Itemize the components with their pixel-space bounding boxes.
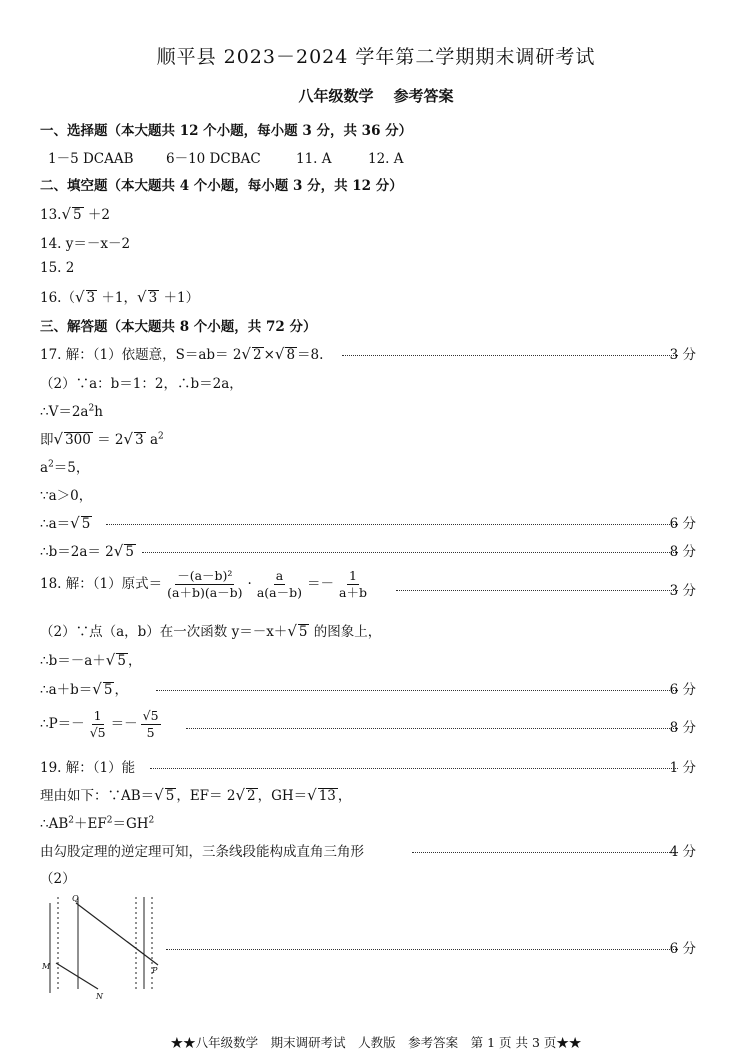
q19-line-1: 19. 解：（1）能 bbox=[40, 760, 136, 776]
point-label-p: P bbox=[152, 966, 158, 975]
q17-line-8: ∴b＝2a＝ 2√ 5 bbox=[40, 542, 134, 560]
q17-line-5: $a^2=5$， bbox=[40, 459, 90, 476]
dot-leader bbox=[166, 949, 678, 950]
score-q17-2: 6 分 bbox=[669, 516, 696, 532]
q18-line-5: ∴P＝－ $\frac{1}{√5}$ ＝－ $\frac{√5}{5}$ bbox=[40, 708, 159, 740]
q19-line-2: 理由如下：∵AB＝√ 5 ，EF＝ 2√ 2 ，GH＝√ 13 ， bbox=[40, 786, 352, 804]
q17-line-7: ∴a＝√ 5 bbox=[40, 514, 91, 532]
q17-line-6: ∵a＞0， bbox=[40, 488, 93, 504]
score-q17-3: 8 分 bbox=[669, 544, 696, 560]
q18-line-3: ∴b＝－a＋√ 5 ， bbox=[40, 651, 142, 669]
q18-line-2: （2）∵点（a，b）在一次函数 y＝－x＋√ 5 的图象上， bbox=[40, 622, 382, 640]
dot-leader bbox=[342, 355, 678, 356]
q17-line-2: （2）∵a：b＝1：2，∴b＝2a， bbox=[40, 376, 243, 392]
dot-leader bbox=[156, 690, 678, 691]
q17-line-1: 17. 解：（1）依题意，S＝ab＝ 2√ 2 ×√ 8 ＝8. bbox=[40, 345, 324, 363]
q18-line-1: 18. 解：（1）原式＝ $\frac{\text{－(a－b)²}}{(a+b)(a-b)}$ · $\frac{a}{a(a-b)}$ ＝－ $\frac{1}{a+b}$ bbox=[40, 568, 367, 600]
section-2-heading: 二、填空题（本大题共 4 个小题，每小题 3 分，共 12 分） bbox=[40, 178, 403, 194]
score-q18-1: 3 分 bbox=[669, 583, 696, 599]
dot-leader bbox=[150, 768, 678, 769]
point-label-q: Q bbox=[72, 894, 79, 903]
q19-line-4: 由勾股定理的逆定理可知，三条线段能构成直角三角形 bbox=[40, 844, 364, 860]
q17-line-4: 即√ 300 ＝ 2√ 3 $a^2$ bbox=[40, 430, 164, 448]
score-q19-1: 1 分 bbox=[669, 760, 696, 776]
answer-16: 16.（√ 3 ＋1，√ 3 ＋1） bbox=[40, 288, 200, 306]
q17-line-3: $\therefore V=2a^2h$ bbox=[40, 403, 103, 420]
dot-leader bbox=[186, 728, 678, 729]
mc-answer-12: 12. A bbox=[368, 151, 404, 167]
section-1-heading: 一、选择题（本大题共 12 个小题，每小题 3 分，共 36 分） bbox=[40, 123, 413, 139]
answer-key-label: 参考答案 bbox=[393, 87, 454, 105]
section-3-heading: 三、解答题（本大题共 8 个小题，共 72 分） bbox=[40, 319, 317, 335]
page-footer: ★★八年级数学 期末调研考试 人教版 参考答案 第 1 页 共 3 页★★ bbox=[170, 1035, 582, 1050]
mc-answer-11: 11. A bbox=[296, 151, 332, 167]
score-q18-2: 6 分 bbox=[669, 682, 696, 698]
answer-14: 14. y＝－x－2 bbox=[40, 236, 131, 252]
score-q17-1: 3 分 bbox=[669, 347, 696, 363]
dot-leader bbox=[396, 590, 678, 591]
dot-leader bbox=[106, 524, 678, 525]
q19-line-5: （2） bbox=[40, 871, 76, 887]
q18-line-4: ∴a＋b＝√ 5 ， bbox=[40, 680, 128, 698]
point-label-m: M bbox=[42, 962, 51, 971]
score-q18-3: 8 分 bbox=[669, 720, 696, 736]
page-subtitle bbox=[0, 85, 752, 106]
q19-line-3: $\therefore AB^2+EF^2=GH^2$ bbox=[40, 815, 155, 832]
point-label-n: N bbox=[96, 992, 103, 1001]
segment-mn bbox=[56, 963, 98, 989]
mc-answer-6-10: 6－10 DCBAC bbox=[166, 151, 261, 167]
score-q19-3: 6 分 bbox=[669, 941, 696, 957]
dot-leader bbox=[142, 552, 678, 553]
score-q19-2: 4 分 bbox=[669, 844, 696, 860]
mc-answers bbox=[48, 147, 404, 167]
segment-qp bbox=[76, 903, 158, 965]
answer-15: 15. 2 bbox=[40, 260, 75, 276]
subject-label: 八年级数学 bbox=[298, 87, 374, 105]
answer-13: 13.√ 5 ＋2 bbox=[40, 205, 111, 223]
grid-figure bbox=[40, 893, 170, 1003]
mc-answer-1-5: 1－5 DCAAB bbox=[48, 151, 134, 167]
page-title: 顺平县 2023－2024 学年第二学期期末调研考试 bbox=[156, 46, 596, 68]
dot-leader bbox=[412, 852, 678, 853]
